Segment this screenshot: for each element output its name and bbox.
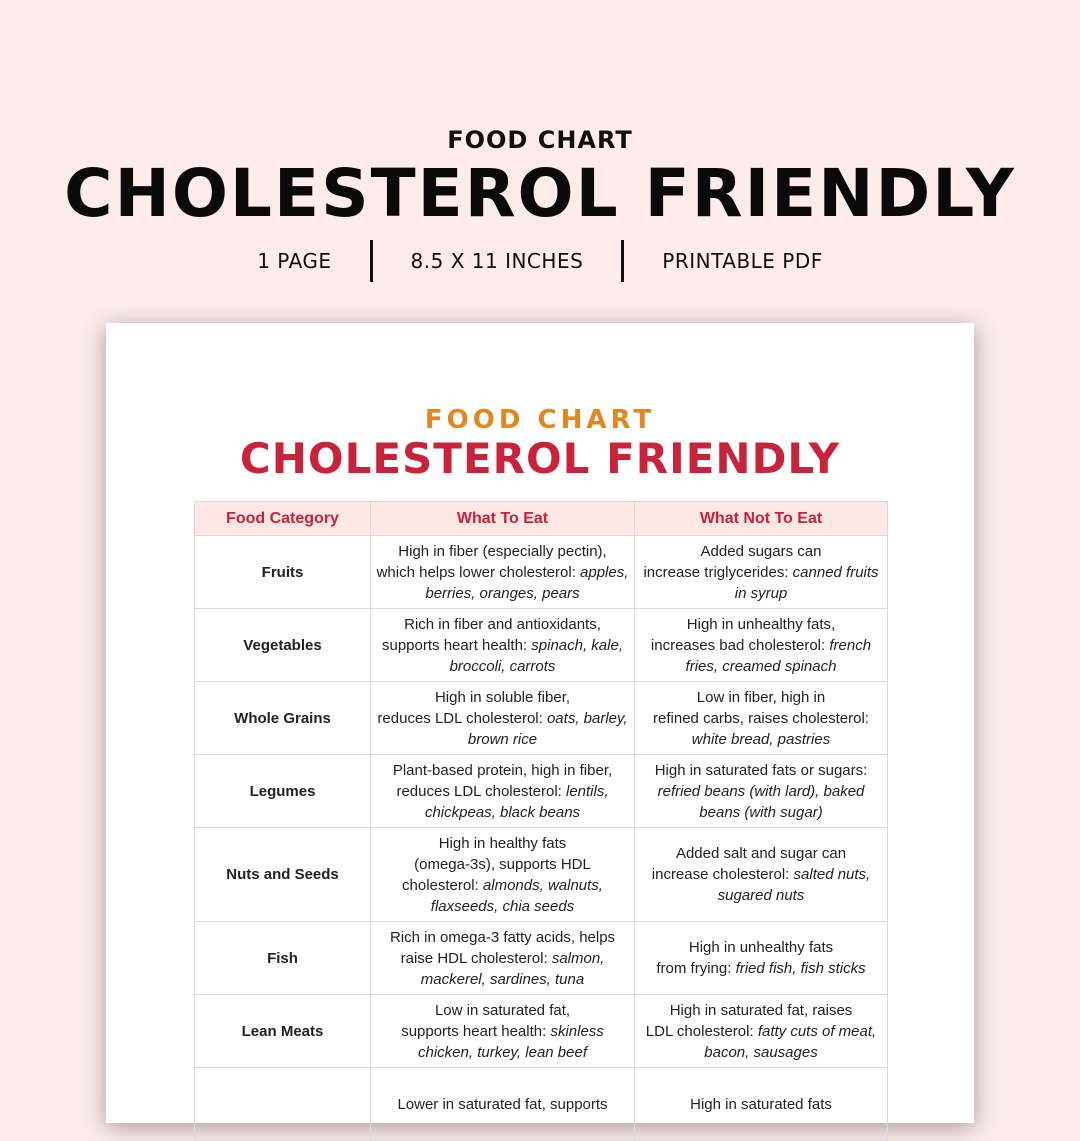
eat-examples: skinless chicken, turkey, lean beef xyxy=(418,1022,604,1061)
sheet-eyebrow: FOOD CHART xyxy=(424,405,656,435)
table-row xyxy=(195,1068,888,1141)
avoid-description: High in saturated fats or sugars: xyxy=(654,761,868,779)
what-to-eat-cell xyxy=(371,1068,635,1141)
eat-description: High in healthy fats xyxy=(438,834,567,852)
food-category-cell: Vegetables xyxy=(195,609,371,682)
what-to-eat-cell xyxy=(371,536,635,609)
what-to-eat-cell xyxy=(371,755,635,828)
eat-examples: oats, barley, brown rice xyxy=(467,709,628,748)
spec-pages: 1 PAGE xyxy=(257,249,332,273)
avoid-description: High in saturated fats xyxy=(690,1095,832,1113)
avoid-examples: salted nuts, sugared nuts xyxy=(717,866,871,904)
avoid-description: Low in fiber, high in xyxy=(696,688,826,706)
food-category-cell: Fish xyxy=(195,922,371,995)
eat-description: (omega-3s), supports HDL xyxy=(414,855,591,873)
spec-format: PRINTABLE PDF xyxy=(662,249,823,273)
hero-eyebrow: FOOD CHART xyxy=(447,126,633,154)
food-chart-table xyxy=(194,501,888,1141)
what-to-eat-cell xyxy=(371,922,635,995)
food-category-cell: Legumes xyxy=(195,755,371,828)
avoid-description: Added salt and sugar can xyxy=(675,845,847,862)
what-to-eat-cell xyxy=(371,995,635,1068)
eat-description: Plant-based protein, high in fiber, xyxy=(392,761,613,779)
table-row xyxy=(195,995,888,1068)
avoid-examples: white bread, pastries xyxy=(691,730,831,748)
avoid-examples: fatty cuts of meat, bacon, sausages xyxy=(704,1022,877,1061)
table-row xyxy=(195,828,888,922)
eat-description: High in soluble fiber, xyxy=(434,688,571,706)
eat-examples: almonds, walnuts, flaxseeds, chia seeds xyxy=(430,876,603,915)
eat-examples: apples, berries, oranges, pears xyxy=(425,563,629,602)
eat-description: reduces LDL cholesterol: xyxy=(377,709,543,727)
avoid-description: increase cholesterol: xyxy=(651,866,790,883)
hero-title: CHOLESTEROL FRIENDLY xyxy=(64,155,1016,232)
table-header-row xyxy=(195,502,888,536)
food-category-cell: Fruits xyxy=(195,536,371,609)
header-what-not-to-eat: What Not To Eat xyxy=(635,502,888,536)
avoid-description: LDL cholesterol: xyxy=(645,1022,754,1040)
what-not-to-eat-cell xyxy=(635,682,888,755)
avoid-description: Added sugars can xyxy=(700,542,822,560)
avoid-examples: canned fruits in syrup xyxy=(734,563,879,602)
what-not-to-eat-cell xyxy=(635,609,888,682)
eat-description: supports heart health: xyxy=(401,1022,547,1040)
spec-size: 8.5 X 11 INCHES xyxy=(410,249,584,273)
avoid-examples: fried fish, fish sticks xyxy=(735,960,866,977)
what-not-to-eat-cell xyxy=(635,755,888,828)
what-not-to-eat-cell xyxy=(635,1068,888,1141)
avoid-description: increase triglycerides: xyxy=(643,563,789,581)
avoid-description: High in unhealthy fats xyxy=(688,939,834,956)
food-category-cell xyxy=(195,1068,371,1141)
eat-examples: lentils, chickpeas, black beans xyxy=(424,782,609,821)
food-category-cell: Lean Meats xyxy=(195,995,371,1068)
eat-description: Rich in omega-3 fatty acids, helps xyxy=(389,928,616,946)
eat-description: Lower in saturated fat, supports xyxy=(397,1095,608,1113)
avoid-description: High in unhealthy fats, xyxy=(686,615,836,633)
table-row xyxy=(195,755,888,828)
eat-description: Low in saturated fat, xyxy=(434,1001,571,1019)
avoid-description: High in saturated fat, raises xyxy=(669,1001,853,1019)
food-category-cell: Nuts and Seeds xyxy=(195,828,371,922)
what-to-eat-cell xyxy=(371,828,635,922)
eat-examples: salmon, mackerel, sardines, tuna xyxy=(420,949,605,988)
avoid-examples: french fries, creamed spinach xyxy=(685,636,872,675)
table-row xyxy=(195,536,888,609)
table-row xyxy=(195,682,888,755)
what-not-to-eat-cell xyxy=(635,536,888,609)
header-food-category: Food Category xyxy=(195,502,371,536)
avoid-description: increases bad cholesterol: xyxy=(650,636,826,654)
eat-description: supports heart health: xyxy=(382,636,528,654)
avoid-examples: refried beans (with lard), baked beans (with sugar) xyxy=(657,782,865,821)
food-category-cell: Whole Grains xyxy=(195,682,371,755)
sheet-title: CHOLESTEROL FRIENDLY xyxy=(239,434,841,483)
avoid-description: from frying: xyxy=(656,960,732,977)
eat-description: which helps lower cholesterol: xyxy=(376,563,576,581)
what-not-to-eat-cell xyxy=(635,828,888,922)
what-not-to-eat-cell xyxy=(635,922,888,995)
what-to-eat-cell xyxy=(371,609,635,682)
table-row xyxy=(195,922,888,995)
eat-description: raise HDL cholesterol: xyxy=(400,949,548,967)
eat-description: cholesterol: xyxy=(402,876,479,894)
eat-description: High in fiber (especially pectin), xyxy=(398,542,607,560)
what-to-eat-cell xyxy=(371,682,635,755)
product-specs xyxy=(0,240,1080,282)
what-not-to-eat-cell xyxy=(635,995,888,1068)
header-what-to-eat: What To Eat xyxy=(371,502,635,536)
eat-description: Rich in fiber and antioxidants, xyxy=(404,615,601,633)
chart-sheet-preview xyxy=(106,323,974,1123)
avoid-description: refined carbs, raises cholesterol: xyxy=(653,709,869,727)
eat-examples: spinach, kale, broccoli, carrots xyxy=(449,636,623,675)
table-row xyxy=(195,609,888,682)
eat-description: reduces LDL cholesterol: xyxy=(396,782,562,800)
